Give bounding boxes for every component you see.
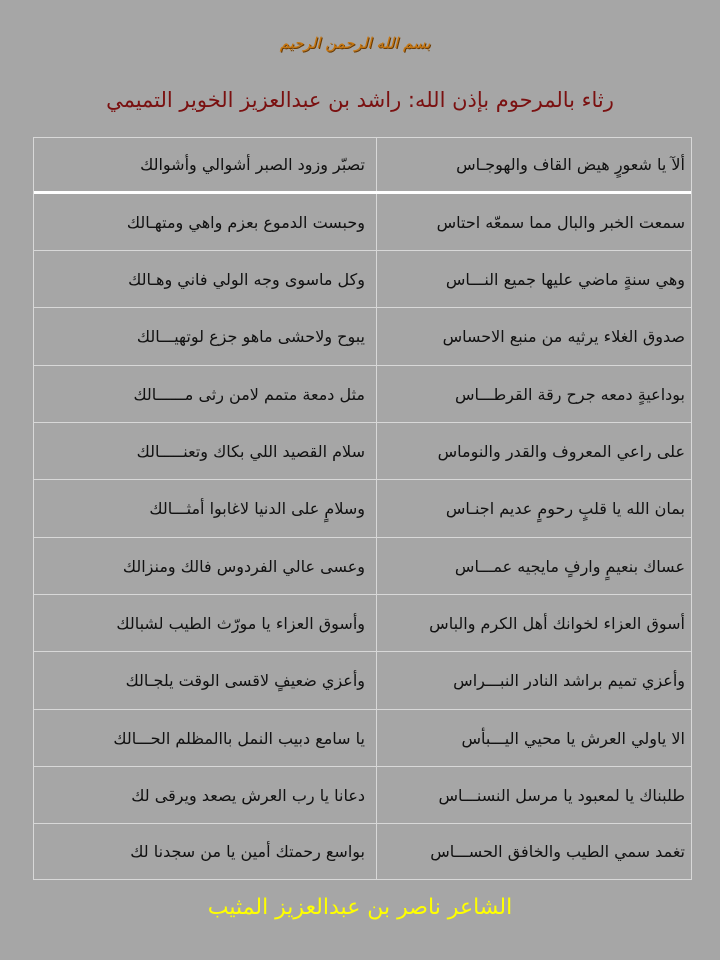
verse-first-hemistich: تغمد سمي الطيب والخافق الحســـاس <box>430 842 685 861</box>
verse-second-hemistich: وعسى عالي الفردوس فالك ومنزالك <box>122 556 365 576</box>
verse-first-hemistich: أسوق العزاء لخوانك أهل الكرم والباس <box>429 613 685 633</box>
verse-second-hemistich: وكل ماسوى وجه الولي فاني وهـالك <box>128 269 365 289</box>
verse-row <box>34 138 691 194</box>
verse-first-hemistich: وهي سنةٍ ماضي عليها جميع النـــاس <box>445 269 685 289</box>
basmala-calligraphy: بسم الله الرحمن الرحيم <box>279 34 431 52</box>
verse-first-hemistich: بوداعيةٍ دمعه جرح رقة القرطـــاس <box>454 384 685 404</box>
verse-row <box>34 710 691 767</box>
verse-first-hemistich: الا ياولي العرش يا محيي اليـــبأس <box>461 728 685 748</box>
verse-first-hemistich: صدوق الغلاء يرثيه من منبع الاحساس <box>442 327 685 346</box>
verse-row <box>34 824 691 879</box>
verse-second-hemistich: مثل دمعة متمم لامن رثى مــــــالك <box>133 384 365 404</box>
verse-second-hemistich: تصبّر وزود الصبر أشوالي وأشوالك <box>140 155 365 174</box>
poem-table <box>33 137 692 880</box>
verse-first-hemistich: ألآ يا شعورٍ هيض القاف والهوجـاس <box>456 155 685 174</box>
verse-second-hemistich: سلام القصيد اللي بكاك وتعنـــــالك <box>136 441 365 461</box>
verse-second-hemistich: وأسوق العزاء يا مورّث الطيب لشبالك <box>116 613 365 633</box>
verse-second-hemistich: يبوح ولاحشى ماهو جزع لوتهيـــالك <box>136 327 365 346</box>
poet-signature: الشاعر ناصر بن عبدالعزيز المثيب <box>207 895 513 920</box>
verse-second-hemistich: وأعزي ضعيفٍ لاقسى الوقت يلجـالك <box>125 671 365 690</box>
verse-first-hemistich: عساك بنعيمٍ وارفٍ مايجيه عمـــاس <box>454 556 685 576</box>
verse-row <box>34 251 691 308</box>
verse-row <box>34 194 691 251</box>
verse-second-hemistich: بواسع رحمتك أمين يا من سجدنا لك <box>130 842 365 861</box>
verse-second-hemistich: يا سامع دبيب النمل باالمظلم الحـــالك <box>113 728 365 748</box>
verse-row <box>34 767 691 824</box>
verse-row <box>34 595 691 652</box>
poem-title: رثاء بالمرحوم بإذن الله: راشد بن عبدالعزيز الخوير التميمي <box>106 88 614 112</box>
verse-second-hemistich: وسلامٍ على الدنيا لاغابوا أمثـــالك <box>149 499 365 518</box>
verse-second-hemistich: وحبست الدموع بعزم واهي ومتهـالك <box>126 212 365 232</box>
verse-row <box>34 652 691 710</box>
verse-second-hemistich: دعانا يا رب العرش يصعد ويرقى لك <box>131 785 365 805</box>
verse-row <box>34 538 691 595</box>
verse-first-hemistich: بمان الله يا قلبٍ رحومٍ عديم اجنـاس <box>445 499 685 518</box>
verse-first-hemistich: وأعزي تميم براشد النادر النبـــراس <box>453 671 685 690</box>
verse-row <box>34 480 691 538</box>
verse-first-hemistich: على راعي المعروف والقدر والنوماس <box>437 441 685 461</box>
verse-row <box>34 423 691 480</box>
verse-row <box>34 366 691 423</box>
verse-first-hemistich: طلبناك يا لمعبود يا مرسل النسنـــاس <box>438 785 685 805</box>
verse-row <box>34 308 691 366</box>
verse-first-hemistich: سمعت الخبر والبال مما سمعّه احتاس <box>436 212 685 232</box>
